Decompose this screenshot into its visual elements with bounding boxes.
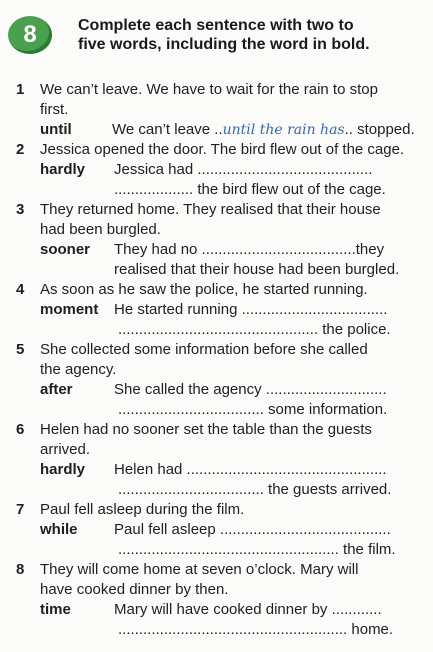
item-keyword: hardly <box>40 161 86 178</box>
item-keyword: until <box>40 121 72 138</box>
item-sentence-line-1: They will come home at seven o’clock. Mary will <box>40 561 359 578</box>
item-answer-line-1 <box>112 120 415 140</box>
item-answer-line-2: ................................... some information. <box>118 401 388 418</box>
item-answer-line-2: ..................................................... the film. <box>118 541 396 558</box>
item-number: 4 <box>16 281 25 298</box>
item-sentence-line-1: Jessica opened the door. The bird flew out of the cage. <box>40 141 405 158</box>
item-answer-line-1: They had no .....................................they <box>114 241 385 258</box>
item-sentence-line-2: have cooked dinner by then. <box>40 581 229 598</box>
item-number: 3 <box>16 201 25 218</box>
item-sentence-line-2: first. <box>40 101 69 118</box>
item-keyword: hardly <box>40 461 86 478</box>
item-answer-line-1: Jessica had .......................................... <box>114 161 373 178</box>
item-sentence-line-2: arrived. <box>40 441 91 458</box>
item-number: 1 <box>16 81 25 98</box>
handwritten-answer: until the rain has <box>222 122 345 138</box>
instruction-line-1: Complete each sentence with two to <box>78 17 354 34</box>
answer-suffix: .. stopped. <box>344 121 415 138</box>
item-number: 6 <box>16 421 25 438</box>
item-keyword: after <box>40 381 73 398</box>
item-sentence-line-1: They returned home. They realised that their house <box>40 201 381 218</box>
item-answer-line-1: Helen had ................................................ <box>114 461 387 478</box>
item-sentence-line-1: Helen had no sooner set the table than the guests <box>40 421 372 438</box>
item-answer-line-2: ....................................................... home. <box>118 621 394 638</box>
item-answer-line-2: realised that their house had been burgled. <box>114 261 400 278</box>
exercise-number: 8 <box>23 21 37 48</box>
exercise-number-badge <box>8 16 52 54</box>
item-sentence-line-1: She collected some information before she called <box>40 341 368 358</box>
answer-prefix: We can’t leave .. <box>112 121 223 138</box>
item-answer-line-1: Paul fell asleep ......................................... <box>114 521 391 538</box>
item-sentence-line-1: Paul fell asleep during the film. <box>40 501 245 518</box>
item-number: 5 <box>16 341 25 358</box>
item-keyword: moment <box>40 301 99 318</box>
item-answer-line-2: ................... the bird flew out of the cage. <box>114 181 386 198</box>
item-sentence-line-1: We can’t leave. We have to wait for the rain to stop <box>40 81 378 98</box>
item-sentence-line-2: the agency. <box>40 361 117 378</box>
item-answer-line-1: She called the agency ............................. <box>114 381 387 398</box>
item-answer-line-1: Mary will have cooked dinner by ............ <box>114 601 382 618</box>
item-answer-line-1: He started running ................................... <box>114 301 388 318</box>
exercise-instructions <box>78 16 418 54</box>
item-keyword: time <box>40 601 71 618</box>
item-keyword: sooner <box>40 241 91 258</box>
item-number: 7 <box>16 501 25 518</box>
item-answer-line-2: ................................................ the police. <box>118 321 391 338</box>
item-number: 2 <box>16 141 25 158</box>
item-answer-line-2: ................................... the guests arrived. <box>118 481 392 498</box>
item-sentence-line-1: As soon as he saw the police, he started running. <box>40 281 368 298</box>
instruction-line-2: five words, including the word in bold. <box>78 36 370 53</box>
item-keyword: while <box>40 521 78 538</box>
item-sentence-line-2: had been burgled. <box>40 221 161 238</box>
item-number: 8 <box>16 561 25 578</box>
